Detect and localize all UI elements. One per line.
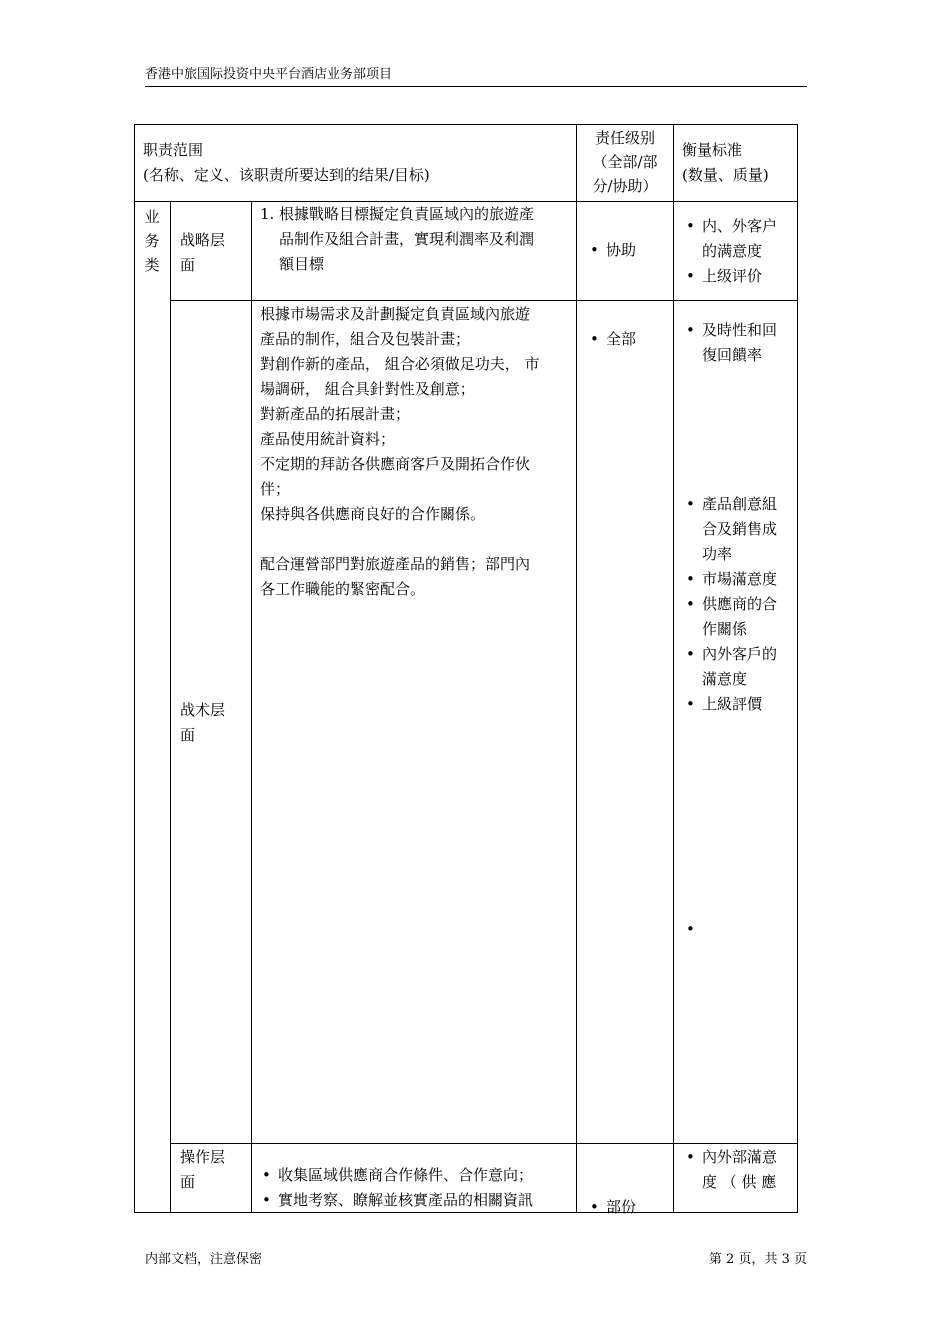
bullet-icon: • bbox=[590, 241, 599, 259]
page-header: 香港中旅国际投资中央平台酒店业务部项目 bbox=[145, 66, 807, 87]
bullet-icon: • bbox=[686, 645, 695, 663]
operational-level-value: 部份 bbox=[606, 1198, 637, 1216]
category-char-1: 业 bbox=[144, 208, 160, 226]
tactical-label bbox=[180, 698, 225, 748]
level-header-line2: （全部/部 bbox=[592, 153, 658, 171]
tactical-measure-a-line2: 復回饋率 bbox=[702, 346, 763, 364]
tactical-measures-a bbox=[680, 318, 795, 368]
tactical-duty bbox=[260, 302, 574, 602]
strategic-level-value: 协助 bbox=[606, 241, 637, 259]
strategic-label-line2: 面 bbox=[180, 256, 196, 274]
tactical-measure-a-line1: 及時性和回 bbox=[702, 321, 778, 339]
measure-header-title: 衡量标准 bbox=[682, 141, 743, 159]
tactical-line-8: 伴； bbox=[260, 480, 291, 498]
tactical-line-2: 產品的制作，組合及包裝計畫； bbox=[260, 330, 471, 348]
tactical-line-1: 根據市場需求及計劃擬定負責區域內旅遊 bbox=[260, 305, 531, 323]
level-header bbox=[580, 126, 670, 198]
strategic-duty-line3: 額目標 bbox=[279, 255, 325, 273]
operational-measure-line1: 內外部滿意 bbox=[702, 1148, 778, 1166]
scope-header-subtitle: (名称、定义、该职责所要达到的结果/目标) bbox=[143, 166, 430, 184]
strategic-measure-2: 上级评价 bbox=[702, 267, 763, 285]
bullet-icon: • bbox=[262, 1191, 271, 1209]
tactical-line-5: 對新產品的拓展計畫； bbox=[260, 405, 411, 423]
measure-header bbox=[682, 138, 794, 188]
strategic-measures bbox=[680, 214, 795, 289]
level-header-line3: 分/协助） bbox=[592, 177, 658, 195]
bullet-icon: • bbox=[686, 695, 695, 713]
strategic-measure-1: 内、外客户 bbox=[702, 217, 778, 235]
tactical-measure-e-line2: 滿意度 bbox=[702, 670, 748, 688]
strategic-duty-line1: 根據戰略目標擬定負責區域內的旅遊產 bbox=[279, 205, 535, 223]
tactical-measure-c: 市場滿意度 bbox=[702, 570, 778, 588]
category-label bbox=[143, 205, 161, 277]
tactical-measure-d-line1: 供應商的合 bbox=[702, 595, 778, 613]
strategic-measure-1-cont: 的满意度 bbox=[702, 242, 763, 260]
bullet-icon: • bbox=[686, 570, 695, 588]
operational-label-line1: 操作层 bbox=[180, 1148, 226, 1166]
operational-measures bbox=[680, 1145, 795, 1195]
tactical-measure-b-line3: 功率 bbox=[702, 545, 733, 563]
tactical-measure-d-line2: 作關係 bbox=[702, 620, 748, 638]
footer-confidential: 内部文档，注意保密 bbox=[145, 1252, 263, 1267]
bullet-icon: • bbox=[590, 330, 599, 348]
operational-label bbox=[180, 1145, 225, 1195]
scope-header-title: 职责范围 bbox=[143, 141, 204, 159]
tactical-level-value: 全部 bbox=[606, 330, 637, 348]
operational-level bbox=[584, 1195, 950, 1220]
operational-item-1: 收集區域供應商合作條件、合作意向； bbox=[278, 1166, 534, 1184]
tactical-measure-f: 上級評價 bbox=[702, 695, 763, 713]
tactical-line-6: 產品使用統計資料； bbox=[260, 430, 396, 448]
strategic-duty bbox=[260, 202, 574, 277]
tactical-measure-b-line2: 合及銷售成 bbox=[702, 520, 778, 538]
tactical-line-7: 不定期的拜訪各供應商客戶及開拓合作伙 bbox=[260, 455, 531, 473]
bullet-icon: • bbox=[686, 495, 695, 513]
operational-label-line2: 面 bbox=[180, 1173, 196, 1191]
scope-header bbox=[143, 138, 573, 188]
level-header-title: 责任级别 bbox=[594, 129, 655, 147]
tactical-line-9: 保持與各供應商良好的合作關係。 bbox=[260, 505, 486, 523]
tactical-label-line1: 战术层 bbox=[180, 701, 226, 719]
bullet-icon: • bbox=[262, 1166, 271, 1184]
bullet-icon: • bbox=[686, 321, 695, 339]
bullet-icon: • bbox=[686, 1148, 695, 1166]
strategic-label-line1: 战略层 bbox=[180, 231, 226, 249]
tactical-measure-e-line1: 內外客戶的 bbox=[702, 645, 778, 663]
tactical-line-4: 場調研， 組合具針對性及創意； bbox=[260, 380, 475, 398]
measure-header-subtitle: (数量、质量) bbox=[682, 166, 769, 184]
bullet-icon: • bbox=[686, 920, 695, 938]
bullet-icon: • bbox=[590, 1198, 599, 1216]
footer-page-number: 第 2 页，共 3 页 bbox=[708, 1252, 807, 1267]
tactical-measure-b-line1: 產品創意組 bbox=[702, 495, 778, 513]
strategic-label bbox=[180, 228, 225, 278]
operational-duty bbox=[256, 1163, 574, 1213]
bullet-icon: • bbox=[686, 267, 695, 285]
bullet-icon: • bbox=[686, 595, 695, 613]
bullet-icon: • bbox=[686, 217, 695, 235]
operational-measure-line2: 度 （ 供 應 bbox=[702, 1173, 777, 1191]
strategic-duty-line2: 品制作及組合計畫，實現利潤率及利潤 bbox=[279, 230, 535, 248]
category-char-2: 务 bbox=[144, 232, 160, 250]
operational-item-2: 實地考察、瞭解並核實產品的相關資訊 bbox=[278, 1191, 534, 1209]
category-char-3: 类 bbox=[144, 256, 160, 274]
tactical-measures-b bbox=[680, 492, 795, 717]
tactical-line-11: 各工作職能的緊密配合。 bbox=[260, 580, 426, 598]
tactical-line-10: 配合運營部門對旅遊產品的銷售；部門內 bbox=[260, 555, 531, 573]
tactical-label-line2: 面 bbox=[180, 726, 196, 744]
strategic-duty-number: 1. bbox=[260, 205, 275, 223]
tactical-line-3: 對創作新的產品， 組合必須做足功夫， 市 bbox=[260, 355, 540, 373]
